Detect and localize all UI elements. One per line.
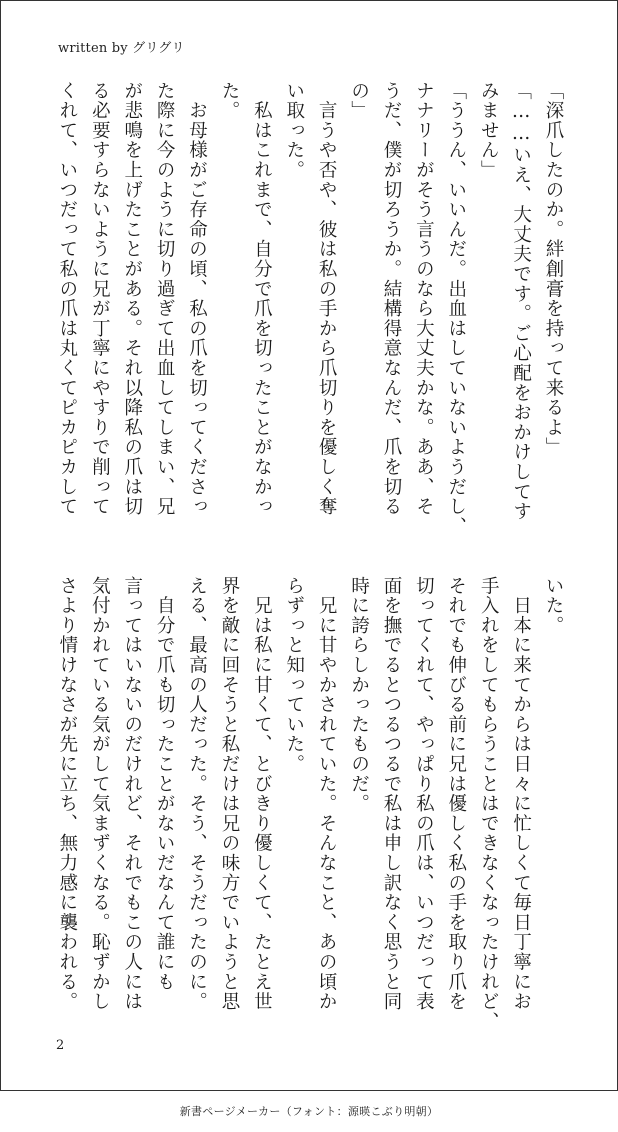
lower-text-line: いた。 [543,576,564,636]
upper-text-line: の」 [348,81,370,121]
lower-text-line: 自分で爪も切ったことがないだなんて誰にも [154,576,176,992]
lower-text-line: 切ってくれて、やっぱり私の爪は、いつだって表 [413,576,435,1012]
upper-text-line: 言うや否や、彼は私の手から爪切りを優しく奪 [316,81,338,517]
upper-text-line: くれて、いつだって私の爪は丸くてピカピカして [56,81,78,517]
text-block-upper [51,81,570,536]
text-block-lower [51,576,570,1032]
lower-text-line: 面を撫でるとつるつるで私は申し訳なく思うと同 [380,576,402,1012]
upper-text-line: 「ううん、いいんだ。出血はしていないようだし、 [445,81,467,537]
upper-text-line: みません」 [478,81,500,180]
lower-text-line: それでも伸びる前に兄は優しく私の手を取り爪を [445,576,467,1012]
lower-text-line: 手入れをしてもらうことはできなくなったけれど、 [478,576,500,1032]
lower-text-line: 言ってはいないのだけれど、それでもこの人には [121,576,143,1012]
lower-text-line: 時に誇らしかったものだ。 [348,576,370,814]
footer-credit: 新書ページメーカー（フォント：源暎こぶり明朝） [179,1105,439,1118]
lower-text-line: 界を敵に回そうと私だけは兄の味方でいようと思 [218,576,240,1012]
lower-text-line: 日本に来てからは日々に忙しくて毎日丁寧にお [510,576,532,1012]
lower-text-line: 兄に甘やかされていた。そんなこと、あの頃か [316,576,338,1012]
lower-text-line: らずっと知っていた。 [283,576,305,774]
page-number: 2 [56,1038,65,1053]
upper-text-line: が悲鳴を上げたことがある。それ以降私の爪は切 [121,81,143,517]
upper-text-line: うだ、僕が切ろうか。結構得意なんだ、爪を切る [380,81,402,517]
upper-text-line: 「……いえ、大丈夫です。ご心配をおかけしてす [510,81,532,522]
upper-text-line: た。 [218,81,240,121]
lower-text-line: 気付かれている気がして気まずくなる。恥ずかし [89,576,111,1012]
upper-text-line: る必要すらないように兄が丁寧にやすりで削って [89,81,111,517]
lower-text-line: さより情けなさが先に立ち、無力感に襲われる。 [56,576,78,1012]
upper-text-line: い取った。 [283,81,305,180]
author-byline: written by グリグリ [58,41,185,56]
upper-text-line: ナナリーがそう言うのなら大丈夫かな。ああ、そ [413,81,435,517]
upper-text-line: 私はこれまで、自分で爪を切ったことがなかっ [251,81,273,517]
upper-text-line: お母様がご存命の頃、私の爪を切ってくださっ [186,81,208,517]
upper-text-line: 「深爪したのか。絆創膏を持って来るよ」 [543,81,564,458]
upper-text-line: た際に今のように切り過ぎて出血してしまい、兄 [154,81,176,517]
lower-text-line: える、最高の人だった。そう、そうだったのに。 [186,576,208,1012]
lower-text-line: 兄は私に甘くて、とびきり優しくて、たとえ世 [251,576,273,1012]
